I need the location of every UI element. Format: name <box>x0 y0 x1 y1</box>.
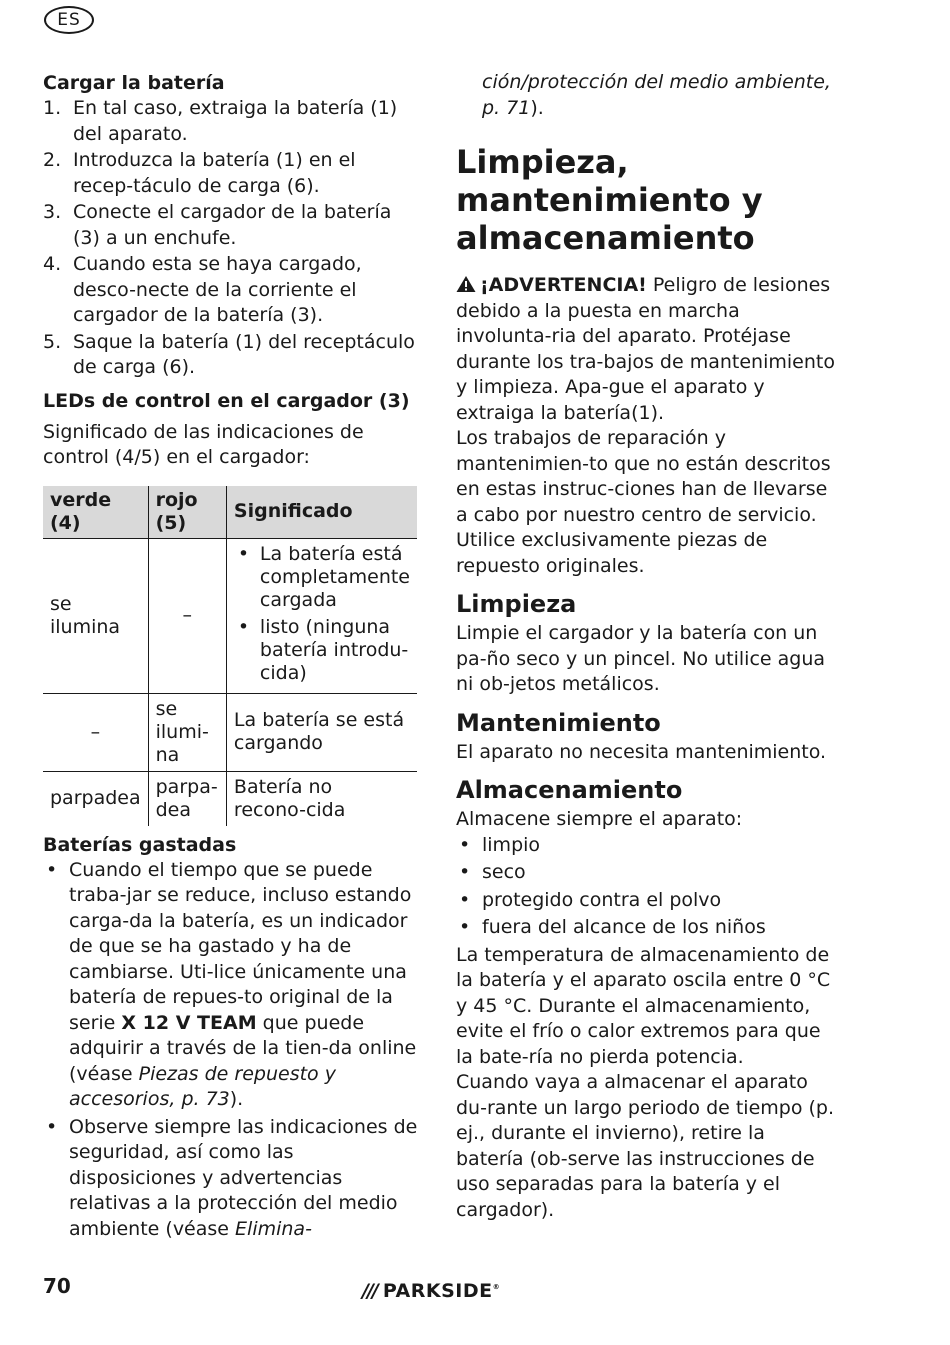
charge-step: 3. Conecte el cargador de la batería (3) a un enchufe. <box>43 201 392 249</box>
list-item: • protegido contra el polvo <box>456 888 836 914</box>
table-cell <box>226 538 417 693</box>
storage-intro: Almacene siempre el aparato: <box>456 808 743 830</box>
warning-label: ¡ADVERTENCIA! <box>480 274 647 296</box>
table-cell: – <box>148 538 226 693</box>
list-item: • seco <box>456 860 836 886</box>
table-cell: se ilumi-na <box>148 693 226 771</box>
table-cell: La batería se está cargando <box>226 693 417 771</box>
charge-step: 1. En tal caso, extraiga la batería (1) del aparato. <box>43 97 398 145</box>
storage-temperature-text: La temperatura de almacenamiento de la batería y el aparato oscila entre 0 °C y 45 °C. Durante el almacenamiento, evite el frío o calor extremos para que la bate-ría no pierda potencia. <box>456 943 831 1068</box>
continued-text: ción/protección del medio ambiente, p. 71). <box>482 71 831 119</box>
charge-step: 5. Saque la batería (1) del receptáculo de carga (6). <box>43 330 415 378</box>
charge-step: 4. Cuando esta se haya cargado, desco-necte de la corriente el cargador de la batería (3). <box>43 253 362 326</box>
table-cell: parpadea <box>43 771 148 826</box>
table-cell: parpa-dea <box>148 771 226 826</box>
right-column <box>456 70 836 1223</box>
charge-steps-list <box>43 96 418 381</box>
led-heading: LEDs de control en el cargador (3) <box>43 389 410 412</box>
table-cell: – <box>43 693 148 771</box>
language-badge: ES <box>44 6 94 34</box>
list-item: • limpio <box>456 833 836 859</box>
table-header-red: rojo (5) <box>148 486 226 539</box>
table-header-green: verde (4) <box>43 486 148 539</box>
meaning-list <box>234 543 410 685</box>
cleaning-heading: Limpieza <box>456 590 577 618</box>
section-title: Limpieza, mantenimiento y almacenamiento <box>456 143 763 257</box>
warning-paragraph: ¡ADVERTENCIA! Peligro de lesiones debido a la puesta en marcha involunta-ria del aparato. Protéjase durante los tra-bajos de mantenimiento y limpieza. Apa-gue el aparato y extraiga la batería(1). <box>456 274 835 424</box>
led-table <box>43 486 417 826</box>
table-header-meaning: Significado <box>226 486 417 539</box>
page-number: 70 <box>43 1274 71 1298</box>
storage-heading: Almacenamiento <box>456 776 683 804</box>
maintenance-text: El aparato no necesita mantenimiento. <box>456 740 827 763</box>
spent-list <box>43 858 418 1243</box>
list-item: • fuera del alcance de los niños <box>456 915 836 941</box>
table-row <box>43 693 417 771</box>
brand-logo: /// PARKSIDE® <box>362 1280 501 1302</box>
storage-list <box>456 833 836 941</box>
maintenance-heading: Mantenimiento <box>456 708 661 737</box>
cleaning-text: Limpie el cargador y la batería con un pa-ño seco y un pincel. No utilice agua ni ob-jetos metálicos. <box>456 622 826 695</box>
list-item: • Observe siempre las indicaciones de seguridad, así como las disposiciones y advertencias relativas a la protección del medio ambiente (véase Elimina- <box>43 1115 418 1243</box>
table-row <box>43 771 417 826</box>
storage-long-term-text: Cuando vaya a almacenar el aparato du-rante un largo periodo de tiempo (p. ej., durante el invierno), retire la batería (ob-serve las instrucciones de uso separadas para la batería y el cargador). <box>456 1071 835 1221</box>
table-row <box>43 538 417 693</box>
spent-heading: Baterías gastadas <box>43 833 237 856</box>
repair-paragraph: Los trabajos de reparación y mantenimien-to que no están descritos en estas instruc-ciones han de llevarse a cabo por nuestro centro de servicio. Utilice exclusivamente piezas de repuesto originales. <box>456 427 831 577</box>
list-item: • La batería está completamente cargada <box>234 543 410 612</box>
charge-step: 2. Introduzca la batería (1) en el recep-táculo de carga (6). <box>43 149 356 197</box>
table-cell: se ilumina <box>43 538 148 693</box>
list-item: • listo (ninguna batería introdu-cida) <box>234 616 410 685</box>
warning-icon <box>456 275 476 293</box>
charge-heading: Cargar la batería <box>43 72 225 94</box>
left-column <box>43 70 418 1244</box>
led-intro: Significado de las indicaciones de control (4/5) en el cargador: <box>43 420 364 468</box>
table-header-row <box>43 486 417 539</box>
list-item: • Cuando el tiempo que se puede traba-jar se reduce, incluso estando carga-da la batería, es un indicador de que se ha gastado y ha de cambiarse. Uti-lice únicamente una batería de repues-to original de la serie X 12 V TEAM que puede adquirir a través de la tien-da online (véase Piezas de repuesto y accesorios, p. 73). <box>43 858 418 1113</box>
table-cell: Batería no recono-cida <box>226 771 417 826</box>
